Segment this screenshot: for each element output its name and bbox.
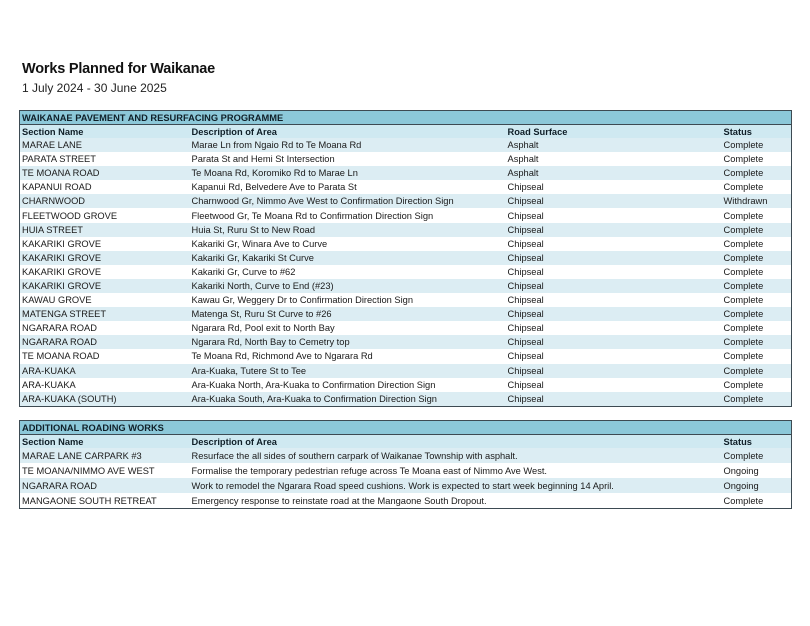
table-row [20, 152, 792, 166]
cell-section: KAKARIKI GROVE [20, 237, 190, 251]
column-header-status: Status [722, 435, 792, 449]
cell-surface: Chipseal [506, 307, 722, 321]
cell-section: KAWAU GROVE [20, 293, 190, 307]
cell-status: Complete [722, 152, 792, 166]
cell-status: Complete [722, 237, 792, 251]
cell-surface: Chipseal [506, 180, 722, 194]
cell-section: MANGAONE SOUTH RETREAT [20, 493, 190, 509]
cell-surface: Chipseal [506, 349, 722, 363]
cell-surface: Chipseal [506, 321, 722, 335]
table-row [20, 138, 792, 152]
cell-description: Kakariki Gr, Kakariki St Curve [190, 251, 506, 265]
table-row [20, 265, 792, 279]
cell-surface: Chipseal [506, 392, 722, 407]
cell-status: Complete [722, 138, 792, 152]
table-row [20, 194, 792, 208]
cell-status: Complete [722, 307, 792, 321]
table-row [20, 180, 792, 194]
cell-status: Ongoing [722, 463, 792, 478]
cell-description: Te Moana Rd, Richmond Ave to Ngarara Rd [190, 349, 506, 363]
cell-section: FLEETWOOD GROVE [20, 208, 190, 222]
cell-description: Ara-Kuaka North, Ara-Kuaka to Confirmation Direction Sign [190, 378, 506, 392]
cell-section: TE MOANA ROAD [20, 166, 190, 180]
cell-surface: Chipseal [506, 378, 722, 392]
cell-section: MATENGA STREET [20, 307, 190, 321]
table-row [20, 166, 792, 180]
table-row [20, 463, 792, 478]
cell-section: KAKARIKI GROVE [20, 279, 190, 293]
column-header-surface: Road Surface [506, 125, 722, 139]
cell-description: Ara-Kuaka South, Ara-Kuaka to Confirmation Direction Sign [190, 392, 506, 407]
cell-surface: Chipseal [506, 194, 722, 208]
table-row [20, 378, 792, 392]
cell-description: Resurface the all sides of southern carpark of Waikanae Township with asphalt. [190, 448, 722, 463]
table-row [20, 307, 792, 321]
cell-description: Formalise the temporary pedestrian refuge across Te Moana east of Nimmo Ave West. [190, 463, 722, 478]
table-row [20, 321, 792, 335]
table-banner [20, 421, 792, 435]
cell-status: Complete [722, 279, 792, 293]
cell-status: Complete [722, 293, 792, 307]
cell-status: Complete [722, 208, 792, 222]
cell-status: Complete [722, 223, 792, 237]
table-header-row [20, 435, 792, 449]
cell-description: Fleetwood Gr, Te Moana Rd to Confirmation Direction Sign [190, 208, 506, 222]
cell-section: MARAE LANE CARPARK #3 [20, 448, 190, 463]
cell-section: PARATA STREET [20, 152, 190, 166]
table-row [20, 448, 792, 463]
cell-surface: Chipseal [506, 335, 722, 349]
cell-description: Ngarara Rd, Pool exit to North Bay [190, 321, 506, 335]
cell-section: KAPANUI ROAD [20, 180, 190, 194]
cell-status: Complete [722, 335, 792, 349]
cell-surface: Chipseal [506, 265, 722, 279]
cell-section: TE MOANA ROAD [20, 349, 190, 363]
cell-description: Matenga St, Ruru St Curve to #26 [190, 307, 506, 321]
cell-surface: Chipseal [506, 364, 722, 378]
cell-description: Kapanui Rd, Belvedere Ave to Parata St [190, 180, 506, 194]
cell-surface: Asphalt [506, 138, 722, 152]
table-header-row [20, 125, 792, 139]
cell-status: Complete [722, 349, 792, 363]
table-row [20, 293, 792, 307]
cell-status: Complete [722, 321, 792, 335]
table-row [20, 349, 792, 363]
cell-section: KAKARIKI GROVE [20, 251, 190, 265]
cell-surface: Asphalt [506, 152, 722, 166]
cell-section: NGARARA ROAD [20, 478, 190, 493]
cell-section: ARA-KUAKA (SOUTH) [20, 392, 190, 407]
column-header-description: Description of Area [190, 125, 506, 139]
cell-status: Complete [722, 378, 792, 392]
table-row [20, 478, 792, 493]
column-header-section: Section Name [20, 125, 190, 139]
cell-description: Te Moana Rd, Koromiko Rd to Marae Ln [190, 166, 506, 180]
table-row [20, 237, 792, 251]
cell-section: CHARNWOOD [20, 194, 190, 208]
cell-status: Complete [722, 392, 792, 407]
cell-description: Work to remodel the Ngarara Road speed cushions. Work is expected to start week beginning 14 April. [190, 478, 722, 493]
cell-description: Huia St, Ruru St to New Road [190, 223, 506, 237]
cell-description: Emergency response to reinstate road at the Mangaone South Dropout. [190, 493, 722, 509]
cell-section: MARAE LANE [20, 138, 190, 152]
additional-banner: ADDITIONAL ROADING WORKS [20, 421, 792, 435]
cell-status: Complete [722, 251, 792, 265]
cell-section: TE MOANA/NIMMO AVE WEST [20, 463, 190, 478]
column-header-description: Description of Area [190, 435, 722, 449]
cell-status: Complete [722, 448, 792, 463]
cell-section: ARA-KUAKA [20, 378, 190, 392]
page-title: Works Planned for Waikanae [22, 61, 216, 77]
additional-roading-table [19, 420, 792, 509]
cell-surface: Chipseal [506, 223, 722, 237]
cell-description: Marae Ln from Ngaio Rd to Te Moana Rd [190, 138, 506, 152]
table-row [20, 251, 792, 265]
cell-description: Ara-Kuaka, Tutere St to Tee [190, 364, 506, 378]
pavement-banner: WAIKANAE PAVEMENT AND RESURFACING PROGRAMME [20, 111, 792, 125]
cell-surface: Chipseal [506, 208, 722, 222]
table-banner [20, 111, 792, 125]
cell-section: NGARARA ROAD [20, 321, 190, 335]
cell-section: HUIA STREET [20, 223, 190, 237]
table-row [20, 223, 792, 237]
cell-status: Ongoing [722, 478, 792, 493]
cell-status: Complete [722, 364, 792, 378]
cell-description: Charnwood Gr, Nimmo Ave West to Confirmation Direction Sign [190, 194, 506, 208]
cell-status: Complete [722, 166, 792, 180]
cell-description: Parata St and Hemi St Intersection [190, 152, 506, 166]
cell-surface: Chipseal [506, 251, 722, 265]
table-row [20, 279, 792, 293]
table-row [20, 335, 792, 349]
cell-section: KAKARIKI GROVE [20, 265, 190, 279]
cell-description: Kakariki North, Curve to End (#23) [190, 279, 506, 293]
table-row [20, 364, 792, 378]
pavement-programme-table [19, 110, 792, 407]
column-header-section: Section Name [20, 435, 190, 449]
cell-surface: Chipseal [506, 237, 722, 251]
cell-surface: Chipseal [506, 279, 722, 293]
cell-status: Complete [722, 493, 792, 509]
cell-surface: Asphalt [506, 166, 722, 180]
cell-description: Kawau Gr, Weggery Dr to Confirmation Direction Sign [190, 293, 506, 307]
column-header-status: Status [722, 125, 792, 139]
date-range: 1 July 2024 - 30 June 2025 [22, 81, 167, 95]
cell-description: Kakariki Gr, Curve to #62 [190, 265, 506, 279]
table-row [20, 392, 792, 407]
cell-status: Complete [722, 265, 792, 279]
cell-section: ARA-KUAKA [20, 364, 190, 378]
table-row [20, 208, 792, 222]
cell-surface: Chipseal [506, 293, 722, 307]
cell-description: Ngarara Rd, North Bay to Cemetry top [190, 335, 506, 349]
cell-section: NGARARA ROAD [20, 335, 190, 349]
cell-description: Kakariki Gr, Winara Ave to Curve [190, 237, 506, 251]
cell-status: Withdrawn [722, 194, 792, 208]
cell-status: Complete [722, 180, 792, 194]
table-row [20, 493, 792, 509]
